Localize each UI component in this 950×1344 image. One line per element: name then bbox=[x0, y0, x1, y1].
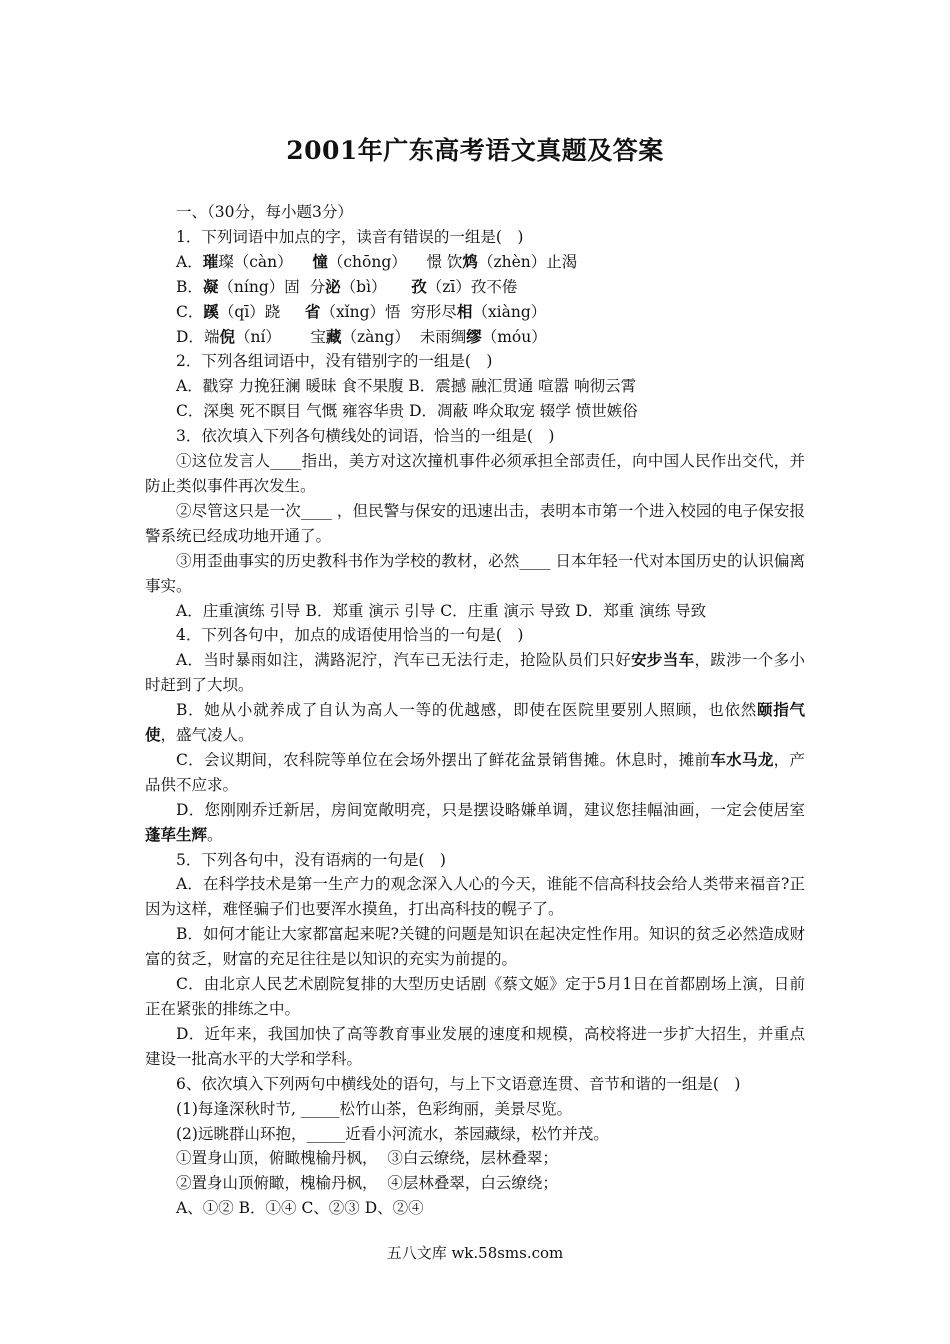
exam-body bbox=[145, 200, 805, 1221]
section-header: 一、（30分，每小题3分） bbox=[176, 203, 353, 221]
q5-option-a: A．在科学技术是第一生产力的观念深入人心的今天，谁能不信高科技会给人类带来福音?正因为这样，难怪骗子们也要浑水摸鱼，打出高科技的幌子了。 bbox=[145, 875, 805, 919]
q6-stem: 6、依次填入下列两句中横线处的语句，与上下文语意连贯、音节和谐的一组是( ) bbox=[176, 1074, 741, 1093]
q3-sentence-3: ③用歪曲事实的历史教科书作为学校的教材，必然____ 日本年轻一代对本国历史的认识偏离事实。 bbox=[145, 551, 805, 595]
q6-choice-line-1: ①置身山顶，俯瞰槐榆丹枫， ③白云缭绕，层林叠翠； bbox=[176, 1149, 558, 1168]
q5-option-d: D．近年来，我国加快了高等教育事业发展的速度和规模，高校将进一步扩大招生，并重点建设一批高水平的大学和学科。 bbox=[145, 1024, 805, 1068]
q1-option-d: D．端倪（ní） 宝藏（zàng） 未雨绸缪（móu） bbox=[176, 326, 547, 346]
q2-stem: 2．下列各组词语中，没有错别字的一组是( ) bbox=[176, 352, 493, 371]
q4-stem: 4．下列各句中，加点的成语使用恰当的一句是( ) bbox=[176, 626, 524, 645]
q6-sentence-2: (2)远眺群山环抱，_____近看小河流水，茶园藏绿，松竹并茂。 bbox=[176, 1124, 609, 1143]
q1-option-a: A．璀璨（càn） 憧（chōng） 憬 饮鸩（zhèn）止渴 bbox=[176, 251, 578, 271]
q2-options-ab: A．戳穿 力挽狂澜 暖昧 食不果腹 B．震撼 融汇贯通 喧嚣 响彻云霄 bbox=[176, 377, 637, 396]
q3-sentence-2: ②尽管这只是一次____ ，但民警与保安的迅速出击，表明本市第一个进入校园的电子保安报警系统已经成功地开通了。 bbox=[145, 501, 805, 545]
q6-choice-line-2: ②置身山顶俯瞰，槐榆丹枫， ④层林叠翠，白云缭绕； bbox=[176, 1174, 558, 1193]
q4-option-a: A．当时暴雨如注，满路泥泞，汽车已无法行走，抢险队员们只好安步当车，跋涉一个多小时赶到了大坝。 bbox=[145, 650, 805, 695]
q1-stem: 1．下列词语中加点的字，读音有错误的一组是( ) bbox=[176, 227, 524, 246]
q4-option-b: B．她从小就养成了自认为高人一等的优越感，即使在医院里要别人照顾，也依然颐指气使，盛气凌人。 bbox=[145, 700, 805, 745]
q6-sentence-1: (1)每逢深秋时节, _____松竹山茶，色彩绚丽，美景尽览。 bbox=[176, 1099, 573, 1118]
q5-option-b: B．如何才能让大家都富起来呢?关键的问题是知识在起决定性作用。知识的贫乏必然造成财富的贫乏，财富的充足往往是以知识的充实为前提的。 bbox=[145, 925, 805, 969]
q5-stem: 5．下列各句中，没有语病的一句是( ) bbox=[176, 850, 446, 869]
q2-options-cd: C．深奥 死不瞑目 气慨 雍容华贵 D．凋蔽 哗众取宠 辍学 愤世嫉俗 bbox=[176, 402, 638, 421]
q4-option-c: C．会议期间，农科院等单位在会场外摆出了鲜花盆景销售摊。休息时，摊前车水马龙，产品供不应求。 bbox=[145, 749, 805, 794]
q1-option-c: C．蹊（qī）跷 省（xǐng）悟 穷形尽相（xiàng） bbox=[176, 301, 547, 321]
q4-option-d: D．您刚刚乔迁新居，房间宽敞明亮，只是摆设略嫌单调，建议您挂幅油画，一定会使居室蓬荜生辉。 bbox=[145, 800, 805, 844]
q3-sentence-1: ①这位发言人____指出，美方对这次撞机事件必须承担全部责任，向中国人民作出交代，并防止类似事件再次发生。 bbox=[145, 452, 805, 495]
q1-option-b: B．凝（níng）固 分泌（bì） 孜（zī）孜不倦 bbox=[176, 276, 518, 296]
q3-stem: 3．依次填入下列各句横线处的词语，恰当的一组是( ) bbox=[176, 427, 555, 446]
q5-option-c: C．由北京人民艺术剧院复排的大型历史话剧《蔡文姬》定于5月1日在首都剧场上演，日前正在紧张的排练之中。 bbox=[145, 975, 805, 1018]
q3-options: A．庄重演练 引导 B．郑重 演示 引导 C．庄重 演示 导致 D．郑重 演练 导致 bbox=[176, 601, 707, 620]
q6-answers: A、①② B．①④ C、②③ D、②④ bbox=[176, 1199, 424, 1218]
footer-watermark: 五八文库 wk.58sms.com bbox=[386, 1244, 564, 1262]
page-title: 2001年广东高考语文真题及答案 bbox=[286, 136, 664, 165]
